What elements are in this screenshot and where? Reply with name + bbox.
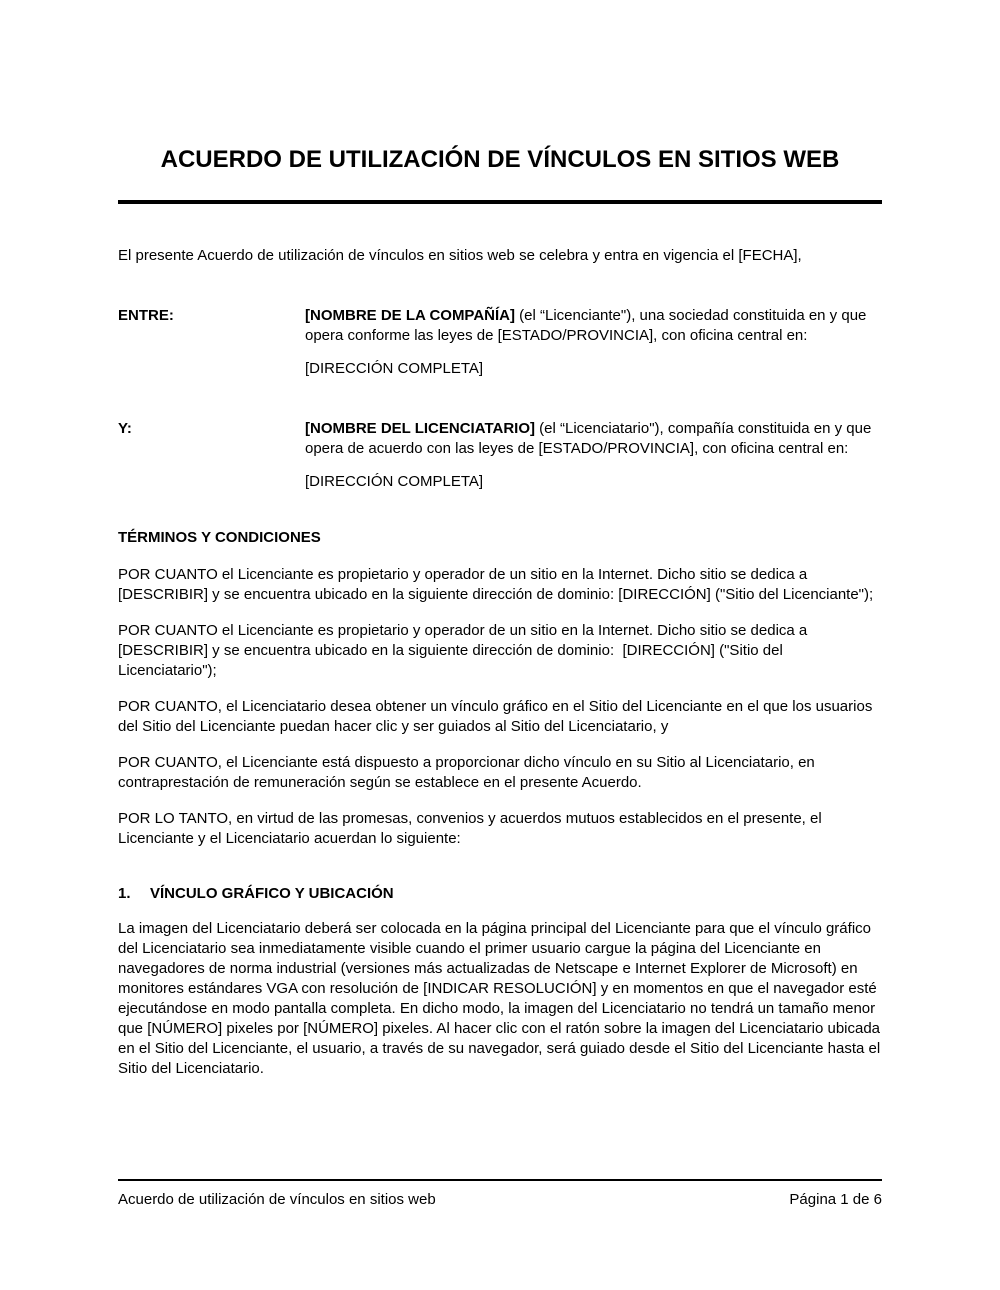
party-text-licenciante: (el “Licenciante"), una sociedad constituida en y que opera conforme las leyes de [ESTADO/PROVINCIA], con oficina central en: — [305, 307, 871, 344]
section-1-number: 1. — [118, 885, 131, 902]
party-text-licenciatario: (el “Licenciatario"), compañía constituida en y que opera de acuerdo con las leyes de [ESTADO/PROVINCIA], con oficina central en: — [305, 420, 876, 457]
party-label-entre: ENTRE: — [118, 307, 174, 324]
party-block-licenciatario — [118, 419, 882, 492]
section-1-title: VÍNCULO GRÁFICO Y UBICACIÓN — [150, 885, 394, 902]
recital-paragraph: POR CUANTO, el Licenciatario desea obtener un vínculo gráfico en el Sitio del Licenciante en el que los usuarios del Sitio del Licenciante puedan hacer clic y ser guiados al Sitio del Licenciatario, y — [118, 698, 877, 735]
intro-paragraph: El presente Acuerdo de utilización de vínculos en sitios web se celebra y entra en vigencia el [FECHA], — [118, 247, 802, 264]
party-name-placeholder-licenciatario: [NOMBRE DEL LICENCIATARIO] — [305, 420, 535, 437]
party-content-licenciante — [305, 306, 882, 379]
section-1-body: La imagen del Licenciatario deberá ser colocada en la página principal del Licenciante para que el vínculo gráfico del Licenciatario sea inmediatamente visible cuando el primer usuario cargue la página del Licenciante en navegadores de norma industrial (versiones más actualizadas de Netscape e Internet Explorer de Microsoft) en monitores estándares VGA con resolución de [INDICAR RESOLUCIÓN] y en momentos en que el navegador esté ejecutándose en modo pantalla completa. En dicho modo, la imagen del Licenciatario no tendrá un tamaño menor que [NÚMERO] pixeles por [NÚMERO] pixeles. Al hacer clic con el ratón sobre la imagen del Licenciatario ubicada en el Sitio del Licenciante, el usuario, a través de su navegador, será guiado desde el Sitio del Licenciante hasta el Sitio del Licenciatario. — [118, 920, 885, 1077]
footer-divider — [118, 1179, 882, 1181]
party-description-licenciante — [305, 306, 882, 346]
document-title: ACUERDO DE UTILIZACIÓN DE VÍNCULOS EN SITIOS WEB — [160, 146, 840, 173]
party-label-y: Y: — [118, 420, 132, 437]
party-description-licenciatario — [305, 419, 882, 459]
recital-paragraph: POR CUANTO, el Licenciante está dispuesto a proporcionar dicho vínculo en su Sitio al Licenciatario, en contraprestación de remuneración según se establece en el presente Acuerdo. — [118, 754, 819, 791]
recital-paragraph: POR LO TANTO, en virtud de las promesas, convenios y acuerdos mutuos establecidos en el presente, el Licenciante y el Licenciatario acuerdan lo siguiente: — [118, 810, 826, 847]
party-content-licenciatario — [305, 419, 882, 492]
terms-and-conditions-heading: TÉRMINOS Y CONDICIONES — [118, 529, 321, 546]
footer-page-number: Página 1 de 6 — [789, 1191, 882, 1208]
recital-paragraph: POR CUANTO el Licenciante es propietario y operador de un sitio en la Internet. Dicho sitio se dedica a [DESCRIBIR] y se encuentra ubicado en la siguiente dirección de dominio: [DIRECCIÓN] ("Sitio del Licenciatario"); — [118, 622, 812, 679]
footer-document-name: Acuerdo de utilización de vínculos en sitios web — [118, 1191, 436, 1208]
section-1-heading — [118, 884, 882, 904]
title-divider — [118, 200, 882, 204]
page-footer — [118, 1179, 882, 1210]
footer-row — [118, 1190, 882, 1210]
recital-paragraph: POR CUANTO el Licenciante es propietario y operador de un sitio en la Internet. Dicho sitio se dedica a [DESCRIBIR] y se encuentra ubicado en la siguiente dirección de dominio: [DIRECCIÓN] ("Sitio del Licenciante"); — [118, 566, 874, 603]
party-name-placeholder-licenciante: [NOMBRE DE LA COMPAÑÍA] — [305, 307, 515, 324]
party-block-licenciante — [118, 306, 882, 379]
party-address-placeholder-licenciatario: [DIRECCIÓN COMPLETA] — [305, 473, 484, 490]
party-address-placeholder-licenciante: [DIRECCIÓN COMPLETA] — [305, 360, 484, 377]
